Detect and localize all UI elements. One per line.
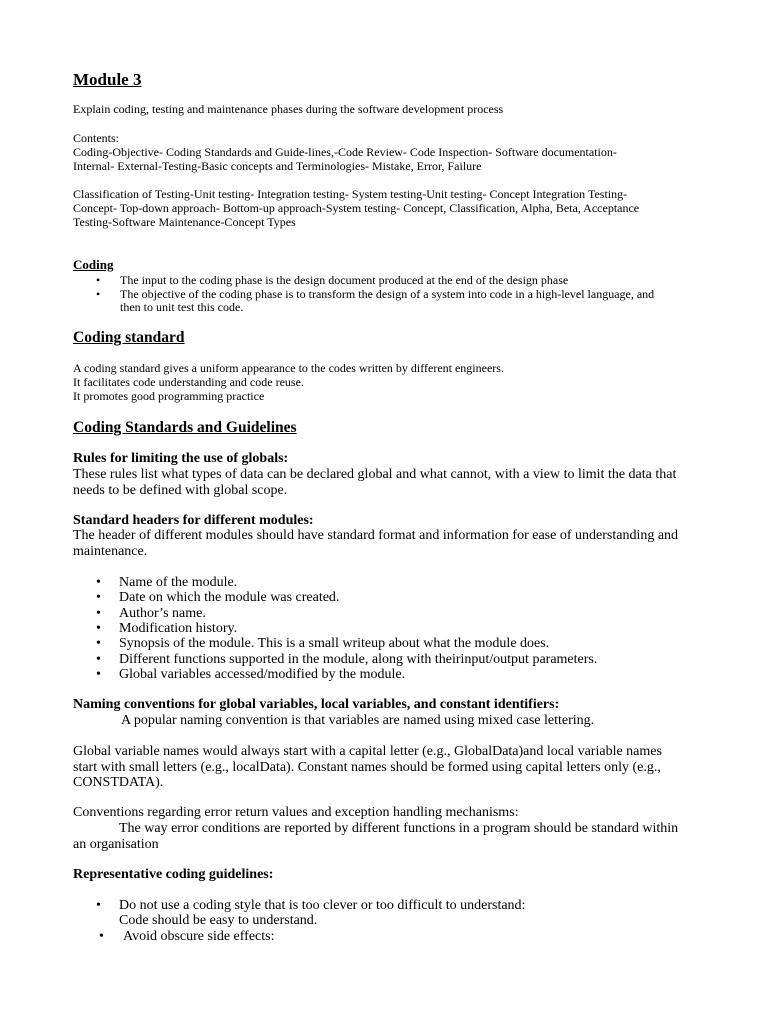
naming-title: Naming conventions for global variables, local variables, and constant identifiers: — [73, 697, 560, 712]
rep-item: Avoid obscure side effects: — [123, 929, 275, 944]
naming-paragraph-line: Global variable names would always start with a capital letter (e.g., GlobalData)and local variable names — [73, 744, 662, 759]
header-item: Global variables accessed/modified by the module. — [119, 667, 406, 682]
naming-line: A popular naming convention is that variables are named using mixed case lettering. — [121, 713, 595, 728]
globals-line: needs to be defined with global scope. — [73, 483, 288, 498]
bullet-icon: • — [96, 287, 101, 301]
coding-bullet: The objective of the coding phase is to transform the design of a system into code in a high-level language, and — [120, 287, 655, 301]
contents-label: Contents: — [73, 131, 120, 145]
bullet-icon: • — [96, 575, 101, 590]
naming-paragraph-line: start with small letters (e.g., localData). Constant names should be formed using capital letters only (e.g., — [73, 760, 661, 775]
error-line: The way error conditions are reported by different functions in a program should be standard within — [119, 821, 679, 836]
bullet-icon: • — [96, 667, 101, 682]
error-line: an organisation — [73, 837, 159, 852]
bullet-icon: • — [96, 898, 101, 913]
bullet-icon: • — [96, 273, 101, 287]
coding-standard-line: A coding standard gives a uniform appearance to the codes written by different engineers. — [73, 361, 504, 375]
coding-standard-line: It facilitates code understanding and code reuse. — [73, 375, 304, 389]
bullet-icon: • — [96, 590, 101, 605]
headers-line: The header of different modules should have standard format and information for ease of understanding and — [73, 528, 679, 543]
header-item: Author’s name. — [119, 606, 206, 621]
header-item: Modification history. — [119, 621, 238, 636]
rep-title: Representative coding guidelines: — [73, 867, 274, 882]
coding-standard-heading: Coding standard — [73, 329, 185, 346]
bullet-icon: • — [96, 652, 101, 667]
contents-line: Coding-Objective- Coding Standards and Guide-lines,-Code Review- Code Inspection- Software documentation- — [73, 145, 617, 159]
naming-paragraph-line: CONSTDATA). — [73, 775, 164, 790]
classification-line: Concept- Top-down approach- Bottom-up approach-System testing- Concept, Classification, Alpha, Beta, Acceptance — [73, 201, 640, 215]
bullet-icon: • — [96, 636, 101, 651]
rep-item: Do not use a coding style that is too clever or too difficult to understand: — [119, 898, 526, 913]
globals-line: These rules list what types of data can be declared global and what cannot, with a view to limit the data that — [73, 467, 677, 482]
coding-standard-line: It promotes good programming practice — [73, 389, 265, 403]
error-title: Conventions regarding error return values and exception handling mechanisms: — [73, 805, 519, 820]
bullet-icon: • — [99, 929, 104, 944]
header-item: Synopsis of the module. This is a small writeup about what the module does. — [119, 636, 550, 651]
classification-line: Testing-Software Maintenance-Concept Types — [73, 215, 296, 229]
headers-line: maintenance. — [73, 544, 148, 559]
coding-bullet: The input to the coding phase is the design document produced at the end of the design phase — [120, 273, 569, 287]
intro-text: Explain coding, testing and maintenance phases during the software development process — [73, 102, 504, 116]
header-item: Different functions supported in the module, along with theirinput/output parameters. — [119, 652, 598, 667]
coding-heading: Coding — [73, 257, 114, 272]
guidelines-heading: Coding Standards and Guidelines — [73, 419, 297, 436]
module-title: Module 3 — [73, 70, 142, 89]
headers-title: Standard headers for different modules: — [73, 513, 314, 528]
bullet-icon: • — [96, 621, 101, 636]
coding-bullet-continuation: then to unit test this code. — [120, 300, 244, 314]
header-item: Name of the module. — [119, 575, 238, 590]
contents-line: Internal- External-Testing-Basic concepts and Terminologies- Mistake, Error, Failure — [73, 159, 482, 173]
classification-line: Classification of Testing-Unit testing- Integration testing- System testing-Unit testing- Concept Integration Testing- — [73, 187, 628, 201]
header-item: Date on which the module was created. — [119, 590, 340, 605]
bullet-icon: • — [96, 606, 101, 621]
globals-title: Rules for limiting the use of globals: — [73, 451, 289, 466]
rep-item-continuation: Code should be easy to understand. — [119, 913, 318, 928]
